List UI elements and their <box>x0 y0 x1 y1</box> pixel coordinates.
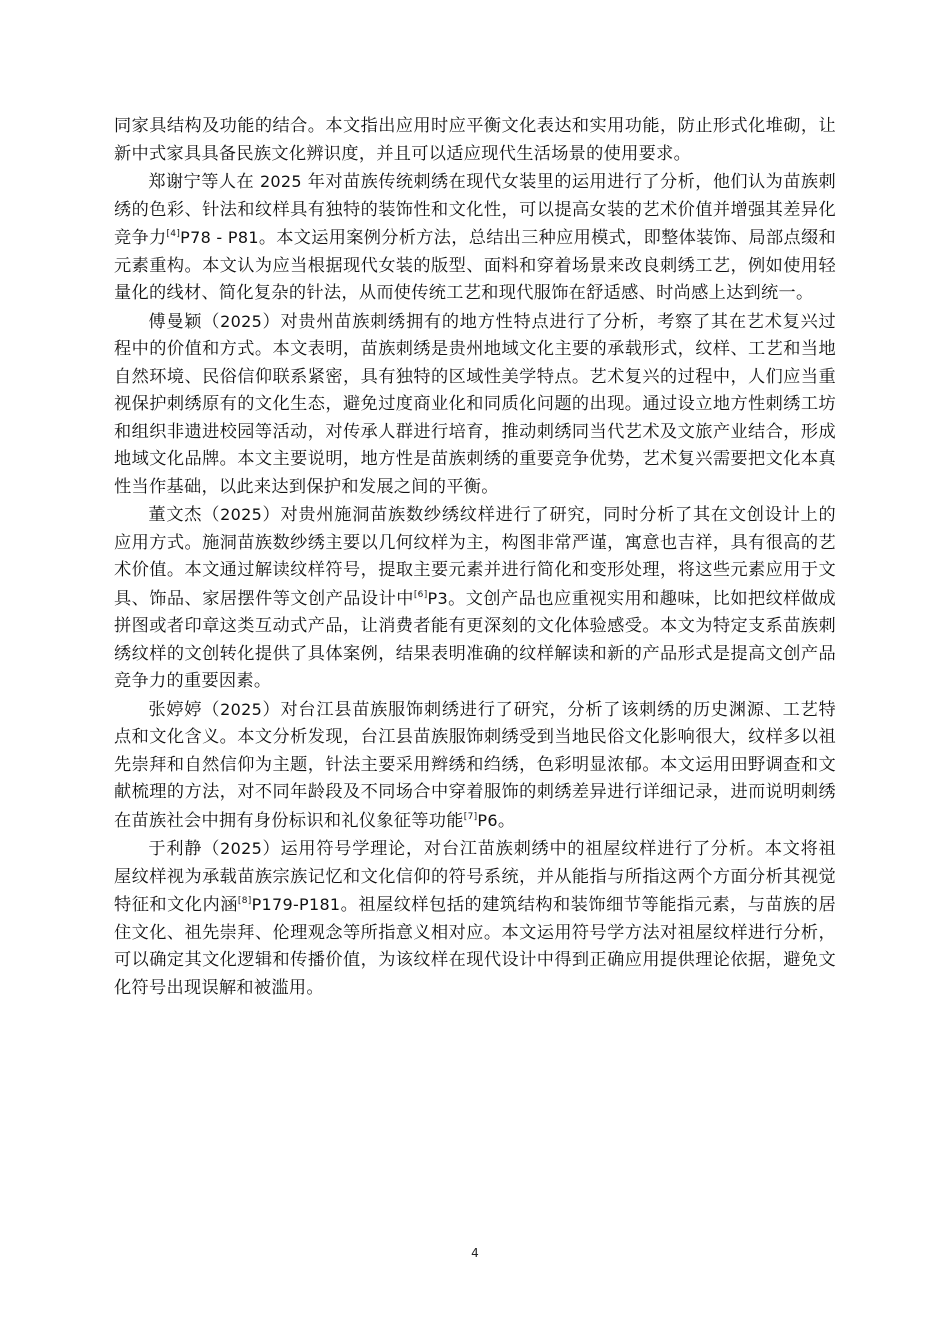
text-segment: 于利静（ <box>148 839 221 859</box>
latin-text: 2025 <box>220 505 263 524</box>
text-segment: 。文创产品也应重视实用和趣味，比如把纹样做成拼图或者印章这类互动式产品，让消费者能有更深刻的文化体验感受。本文为特定支系苗族刺绣纹样的文创转化提供了具体案例，结果表明准确的纹样解读和新的产品形式是提高文创产品竞争力的重要因素。 <box>114 588 836 691</box>
citation-reference: [7] <box>463 811 478 822</box>
latin-text: P3 <box>427 588 448 608</box>
text-segment: ）对贵州施洞苗族数纱绣纹样进行了研究，同时分析了其在文创设计上的应用方式。施洞苗族数纱绣主要以几何纹样为主，构图非常严谨，寓意也吉祥，具有很高的艺术价值。本文通过解读纹样符号，提取主要元素并进行简化和变形处理，将这些元素应用于文具、饰品、家居摆件等文创产品设计中 <box>114 505 836 609</box>
text-segment: 郑谢宁等人在 <box>148 172 260 192</box>
text-segment: 。 <box>497 810 516 831</box>
citation-reference: [4] <box>166 229 181 239</box>
paragraph <box>114 168 836 308</box>
page-number: 4 <box>471 1246 479 1260</box>
text-segment: 董文杰（ <box>148 505 221 525</box>
text-segment: 张婷婷（ <box>148 699 221 720</box>
text-segment: ）对贵州苗族刺绣拥有的地方性特点进行了分析，考察了其在艺术复兴过程中的价值和方式。本文表明，苗族刺绣是贵州地域文化主要的承载形式，纹样、工艺和当地自然环境、民俗信仰联系紧密，具有独特的区域性美学特点。艺术复兴的过程中，人们应当重视保护刺绣原有的文化生态，避免过度商业化和同质化问题的出现。通过设立地方性刺绣工坊和组织非遗进校园等活动，对传承人群进行培育，推动刺绣同当代艺术及文旅产业结合，形成地域文化品牌。本文主要说明，地方性是苗族刺绣的重要竞争优势，艺术复兴需要把文化本真性当作基础，以此来达到保护和发展之间的平衡。 <box>114 311 836 497</box>
text-segment: ）对台江县苗族服饰刺绣进行了研究，分析了该刺绣的历史渊源、工艺特点和文化含义。本文分析发现，台江县苗族服饰刺绣受到当地民俗文化影响很大，纹样多以祖先崇拜和自然信仰为主题，针法主要采用辫绣和绉绣，色彩明显浓郁。本文运用田野调查和文献梳理的方法，对不同年龄段及不同场合中穿着服饰的刺绣差异进行详细记录，进而说明刺绣在苗族社会中拥有身份标识和礼仪象征等功能 <box>114 699 836 831</box>
latin-text: 2025 <box>259 172 302 191</box>
text-segment: 。本文运用案例分析方法，总结出三种应用模式，即整体装饰、局部点缀和元素重构。本文认为应当根据现代女装的版型、面料和穿着场景来改良刺绣工艺，例如使用轻量化的线材、简化复杂的针法，从而使传统工艺和现代服饰在舒适感、时尚感上达到统一。 <box>114 228 836 303</box>
paragraph <box>114 696 836 836</box>
text-segment: ）运用符号学理论，对台江苗族刺绣中的祖屋纹样进行了分析。本文将祖屋纹样视为承载苗族宗族记忆和文化信仰的符号系统，并从能指与所指这两个方面分析其视觉特征和文化内涵 <box>114 839 836 915</box>
citation-reference: [6] <box>413 589 428 600</box>
latin-text: 2025 <box>220 699 263 719</box>
paragraph <box>114 113 836 168</box>
text-segment: 年对苗族传统刺绣在现代女装里的运用进行了分析，他们认为苗族刺绣的色彩、针法和纹样具有独特的装饰性和文化性，可以提高女装的艺术价值并增强其差异化竞争力 <box>114 172 836 248</box>
text-segment: 。祖屋纹样包括的建筑结构和装饰细节等能指元素，与苗族的居住文化、祖先崇拜、伦理观念等所指意义相对应。本文运用符号学方法对祖屋纹样进行分析，可以确定其文化逻辑和传播价值，为该纹样在现代设计中得到正确应用提供理论依据，避免文化符号出现误解和被滥用。 <box>114 895 836 998</box>
paragraph <box>114 308 836 502</box>
latin-text: 2025 <box>220 311 263 331</box>
latin-text: P78 - P81 <box>180 228 259 247</box>
citation-reference: [8] <box>237 896 252 906</box>
text-segment: 同家具结构及功能的结合。本文指出应用时应平衡文化表达和实用功能，防止形式化堆砌，让新中式家具具备民族文化辨识度，并且可以适应现代生活场景的使用要求。 <box>114 116 836 164</box>
latin-text: P179-P181 <box>251 895 341 914</box>
text-segment: 傅曼颖（ <box>148 311 221 332</box>
paragraph <box>114 501 836 696</box>
body-text <box>114 113 836 1002</box>
latin-text: 2025 <box>220 839 263 858</box>
latin-text: P6 <box>477 810 498 830</box>
paragraph <box>114 835 836 1002</box>
